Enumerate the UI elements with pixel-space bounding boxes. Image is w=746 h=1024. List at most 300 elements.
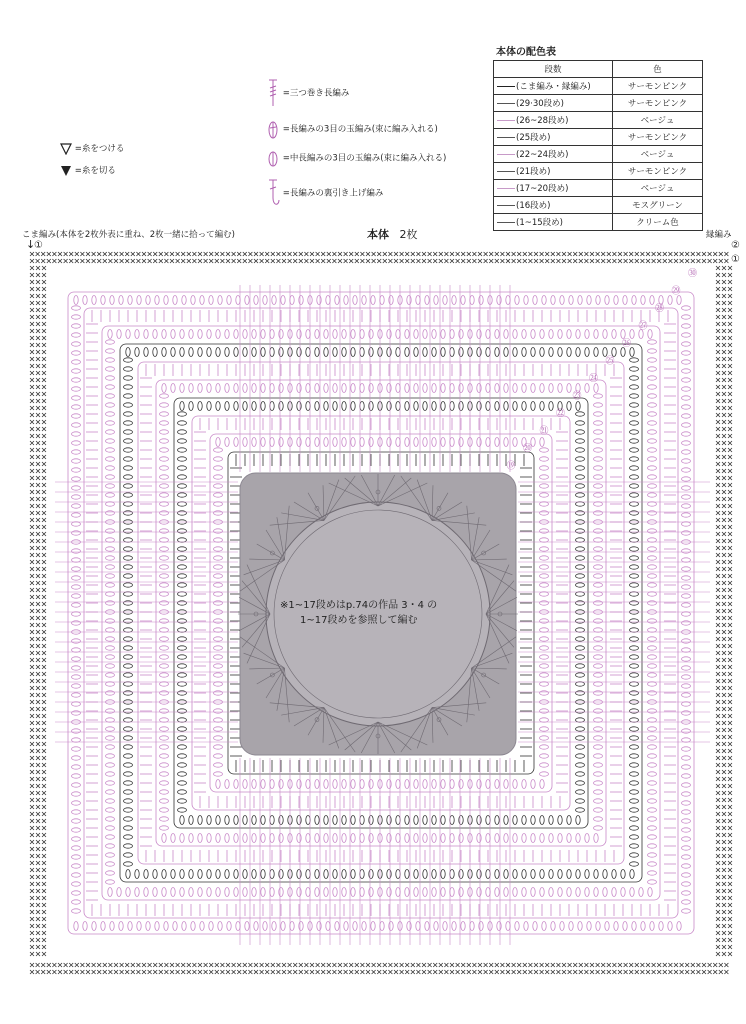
puff-stitch xyxy=(682,558,691,562)
sc-stitch xyxy=(728,847,732,851)
sc-stitch xyxy=(590,252,594,256)
puff-stitch xyxy=(630,430,639,434)
puff-stitch xyxy=(648,466,657,470)
sc-stitch xyxy=(383,259,387,263)
puff-stitch xyxy=(72,639,81,643)
puff-stitch xyxy=(171,330,175,339)
puff-stitch xyxy=(594,781,603,785)
puff-stitch xyxy=(407,922,411,931)
sc-stitch xyxy=(30,532,34,536)
puff-stitch xyxy=(362,296,366,305)
puff-stitch xyxy=(585,834,589,843)
sc-stitch xyxy=(728,749,732,753)
sc-stitch xyxy=(716,854,720,858)
puff-stitch xyxy=(279,402,283,411)
sc-stitch xyxy=(540,963,544,967)
puff-stitch xyxy=(371,296,375,305)
sc-stitch xyxy=(237,252,241,256)
sc-stitch xyxy=(42,525,46,529)
puff-stitch xyxy=(432,888,436,897)
puff-stitch xyxy=(405,438,409,447)
puff-stitch xyxy=(124,430,133,434)
chart-title: 本体 2枚 xyxy=(367,228,418,241)
puff-stitch xyxy=(495,888,499,897)
sc-stitch xyxy=(400,252,404,256)
sc-stitch xyxy=(36,336,40,340)
sc-stitch xyxy=(722,763,726,767)
puff-stitch xyxy=(160,529,169,533)
sc-stitch xyxy=(708,963,712,967)
sc-stitch xyxy=(142,970,146,974)
puff-stitch xyxy=(297,348,301,357)
sc-stitch xyxy=(36,560,40,564)
puff-stitch xyxy=(682,486,691,490)
sc-stitch xyxy=(663,259,667,263)
sc-stitch xyxy=(691,252,695,256)
sc-stitch xyxy=(708,252,712,256)
puff-stitch xyxy=(189,402,193,411)
puff-stitch xyxy=(160,817,169,821)
sc-stitch xyxy=(42,595,46,599)
puff-stitch xyxy=(72,603,81,607)
puff-stitch xyxy=(124,421,133,425)
sc-stitch xyxy=(484,963,488,967)
sc-stitch xyxy=(568,970,572,974)
sc-stitch xyxy=(36,651,40,655)
puff-stitch xyxy=(648,430,657,434)
puff-stitch xyxy=(180,384,184,393)
puff-stitch xyxy=(648,736,657,740)
sc-stitch xyxy=(316,259,320,263)
puff-stitch xyxy=(214,664,223,668)
sc-stitch xyxy=(728,616,732,620)
puff-stitch xyxy=(72,486,81,490)
sc-stitch xyxy=(142,259,146,263)
puff-stitch xyxy=(594,403,603,407)
sc-stitch xyxy=(36,525,40,529)
puff-stitch xyxy=(162,834,166,843)
sc-stitch xyxy=(209,963,213,967)
sc-stitch xyxy=(187,970,191,974)
puff-stitch xyxy=(144,870,148,879)
puff-stitch xyxy=(106,502,115,506)
sc-stitch xyxy=(722,413,726,417)
puff-stitch xyxy=(315,834,319,843)
sc-stitch xyxy=(108,259,112,263)
sc-stitch xyxy=(716,651,720,655)
sc-stitch xyxy=(30,322,34,326)
puff-stitch xyxy=(342,834,346,843)
puff-stitch xyxy=(396,780,400,789)
sc-stitch xyxy=(30,364,34,368)
puff-stitch xyxy=(160,556,169,560)
sc-stitch xyxy=(722,483,726,487)
sc-stitch xyxy=(461,963,465,967)
sc-stitch xyxy=(108,970,112,974)
puff-stitch xyxy=(648,358,657,362)
puff-stitch xyxy=(576,592,585,596)
sc-stitch xyxy=(164,963,168,967)
sc-stitch xyxy=(728,532,732,536)
sc-stitch xyxy=(42,826,46,830)
puff-stitch xyxy=(263,922,267,931)
row-color: モスグリーン xyxy=(613,197,703,214)
puff-stitch xyxy=(414,384,418,393)
puff-stitch xyxy=(648,817,657,821)
puff-stitch xyxy=(540,888,544,897)
puff-stitch xyxy=(648,547,657,551)
sc-stitch xyxy=(377,252,381,256)
puff-stitch xyxy=(369,816,373,825)
sc-stitch xyxy=(36,462,40,466)
sc-stitch xyxy=(153,252,157,256)
puff-stitch xyxy=(225,816,229,825)
sc-stitch xyxy=(288,970,292,974)
sc-stitch xyxy=(728,343,732,347)
sc-stitch xyxy=(716,497,720,501)
sc-stitch xyxy=(299,252,303,256)
sc-stitch xyxy=(680,970,684,974)
puff-stitch xyxy=(124,493,133,497)
puff-stitch xyxy=(648,754,657,758)
puff-stitch xyxy=(648,412,657,416)
puff-stitch xyxy=(72,909,81,913)
sc-stitch xyxy=(716,728,720,732)
sc-stitch xyxy=(512,259,516,263)
sc-stitch xyxy=(30,672,34,676)
sc-stitch xyxy=(42,308,46,312)
sc-stitch xyxy=(728,490,732,494)
puff-stitch xyxy=(630,862,639,866)
sc-stitch xyxy=(728,630,732,634)
puff-stitch xyxy=(612,888,616,897)
sc-stitch xyxy=(30,970,34,974)
sc-stitch xyxy=(411,970,415,974)
puff-stitch xyxy=(306,438,310,447)
puff-stitch xyxy=(160,430,169,434)
row-rounds: (16段め) xyxy=(516,201,551,211)
puff-stitch xyxy=(648,583,657,587)
puff-stitch xyxy=(576,888,580,897)
puff-stitch xyxy=(178,529,187,533)
puff-stitch xyxy=(324,870,328,879)
sc-stitch xyxy=(310,259,314,263)
sc-stitch xyxy=(42,553,46,557)
sc-stitch xyxy=(722,882,726,886)
sc-stitch xyxy=(716,630,720,634)
puff-stitch xyxy=(486,330,490,339)
sc-stitch xyxy=(728,546,732,550)
sc-stitch xyxy=(42,637,46,641)
sc-stitch xyxy=(36,917,40,921)
sc-stitch xyxy=(394,259,398,263)
sc-stitch xyxy=(153,970,157,974)
puff-stitch xyxy=(106,565,115,569)
puff-stitch xyxy=(72,567,81,571)
sc-stitch xyxy=(36,910,40,914)
puff-stitch xyxy=(522,384,526,393)
puff-stitch xyxy=(324,888,328,897)
puff-stitch xyxy=(261,780,265,789)
sc-stitch xyxy=(716,413,720,417)
puff-stitch xyxy=(72,387,81,391)
puff-stitch xyxy=(214,529,223,533)
puff-stitch xyxy=(682,477,691,481)
puff-stitch xyxy=(178,475,187,479)
sc-stitch xyxy=(716,343,720,347)
sc-stitch xyxy=(170,970,174,974)
puff-stitch xyxy=(450,780,454,789)
sc-stitch xyxy=(728,406,732,410)
puff-stitch xyxy=(124,556,133,560)
puff-stitch xyxy=(407,296,411,305)
sc-stitch xyxy=(691,963,695,967)
sc-stitch xyxy=(728,819,732,823)
puff-stitch xyxy=(124,592,133,596)
puff-stitch xyxy=(387,888,391,897)
puff-stitch xyxy=(396,330,400,339)
sc-stitch xyxy=(30,812,34,816)
puff-stitch xyxy=(423,330,427,339)
sc-stitch xyxy=(716,875,720,879)
sc-stitch xyxy=(722,476,726,480)
sc-stitch xyxy=(36,455,40,459)
puff-stitch xyxy=(414,816,418,825)
puff-stitch xyxy=(587,922,591,931)
sc-stitch xyxy=(30,714,34,718)
puff-stitch xyxy=(540,448,549,452)
sc-stitch xyxy=(728,294,732,298)
sc-stitch xyxy=(461,259,465,263)
puff-stitch xyxy=(106,421,115,425)
sc-stitch xyxy=(728,714,732,718)
sc-stitch xyxy=(495,963,499,967)
puff-stitch xyxy=(576,348,580,357)
sc-stitch xyxy=(722,574,726,578)
puff-stitch xyxy=(214,709,223,713)
puff-stitch xyxy=(682,774,691,778)
sc-stitch xyxy=(716,525,720,529)
puff-stitch xyxy=(513,330,517,339)
sc-stitch xyxy=(722,532,726,536)
sc-stitch xyxy=(722,266,726,270)
sc-stitch xyxy=(728,273,732,277)
sc-stitch xyxy=(607,970,611,974)
sc-stitch xyxy=(344,252,348,256)
sc-stitch xyxy=(164,252,168,256)
sc-stitch xyxy=(321,963,325,967)
sc-stitch xyxy=(728,693,732,697)
sc-stitch xyxy=(293,970,297,974)
puff-stitch xyxy=(317,296,321,305)
sc-stitch xyxy=(42,532,46,536)
puff-stitch xyxy=(443,922,447,931)
puff-stitch xyxy=(144,888,148,897)
puff-stitch xyxy=(214,619,223,623)
puff-stitch xyxy=(124,403,133,407)
puff-stitch xyxy=(648,673,657,677)
puff-stitch xyxy=(146,296,150,305)
puff-stitch xyxy=(682,909,691,913)
puff-stitch xyxy=(306,888,310,897)
puff-stitch xyxy=(160,655,169,659)
puff-stitch xyxy=(594,502,603,506)
puff-stitch xyxy=(405,384,409,393)
puff-stitch xyxy=(432,816,436,825)
puff-stitch xyxy=(351,330,355,339)
sc-stitch xyxy=(708,970,712,974)
puff-stitch xyxy=(160,628,169,632)
sc-stitch xyxy=(310,970,314,974)
sc-stitch xyxy=(562,252,566,256)
sc-stitch xyxy=(372,259,376,263)
sc-stitch xyxy=(722,546,726,550)
puff-stitch xyxy=(72,468,81,472)
sc-stitch xyxy=(584,252,588,256)
sc-stitch xyxy=(30,259,34,263)
puff-stitch xyxy=(594,628,603,632)
puff-stitch xyxy=(576,466,585,470)
sc-stitch xyxy=(646,970,650,974)
puff-stitch xyxy=(72,612,81,616)
puff-stitch xyxy=(214,772,223,776)
puff-stitch xyxy=(630,403,639,407)
sc-stitch xyxy=(355,259,359,263)
row-rounds: (17~20段め) xyxy=(516,184,569,194)
sc-stitch xyxy=(456,259,460,263)
sc-stitch xyxy=(728,868,732,872)
puff-stitch xyxy=(630,888,634,897)
puff-stitch xyxy=(315,816,319,825)
puff-stitch xyxy=(369,348,373,357)
sc-stitch xyxy=(30,728,34,732)
sc-stitch xyxy=(702,259,706,263)
puff-stitch xyxy=(189,816,193,825)
sc-stitch xyxy=(472,970,476,974)
sc-stitch xyxy=(722,553,726,557)
puff-stitch xyxy=(270,438,274,447)
puff-stitch xyxy=(315,870,319,879)
puff-stitch xyxy=(648,799,657,803)
puff-stitch xyxy=(178,484,187,488)
sc-stitch xyxy=(612,963,616,967)
puff-stitch xyxy=(594,888,598,897)
puff-stitch xyxy=(540,772,549,776)
sc-stitch xyxy=(30,441,34,445)
sc-stitch xyxy=(142,252,146,256)
puff-stitch xyxy=(315,780,319,789)
puff-stitch xyxy=(682,432,691,436)
sc-stitch xyxy=(618,963,622,967)
puff-stitch xyxy=(542,296,546,305)
sc-stitch xyxy=(42,931,46,935)
sc-stitch xyxy=(716,308,720,312)
puff-stitch xyxy=(106,574,115,578)
puff-stitch xyxy=(594,619,603,623)
puff-stitch xyxy=(540,457,549,461)
puff-stitch xyxy=(124,736,133,740)
puff-stitch xyxy=(178,565,187,569)
puff-stitch xyxy=(558,888,562,897)
sc-stitch xyxy=(722,448,726,452)
puff-stitch xyxy=(178,646,187,650)
puff-stitch xyxy=(342,816,346,825)
puff-stitch xyxy=(630,853,639,857)
puff-stitch xyxy=(682,621,691,625)
sc-stitch xyxy=(722,721,726,725)
puff-stitch xyxy=(450,330,454,339)
puff-stitch xyxy=(124,367,133,371)
puff-stitch xyxy=(351,438,355,447)
puff-stitch xyxy=(603,888,607,897)
puff-stitch xyxy=(124,628,133,632)
puff-stitch xyxy=(405,834,409,843)
sc-stitch xyxy=(450,259,454,263)
puff-stitch xyxy=(106,691,115,695)
sc-stitch xyxy=(30,301,34,305)
puff-stitch xyxy=(682,738,691,742)
puff-stitch xyxy=(682,864,691,868)
puff-stitch xyxy=(243,402,247,411)
puff-stitch xyxy=(630,664,639,668)
sc-stitch xyxy=(114,970,118,974)
sc-stitch xyxy=(722,861,726,865)
puff-stitch xyxy=(567,402,571,411)
sc-stitch xyxy=(316,970,320,974)
sc-stitch xyxy=(579,259,583,263)
puff-stitch xyxy=(495,816,499,825)
sc-stitch xyxy=(680,252,684,256)
puff-stitch xyxy=(594,691,603,695)
puff-stitch xyxy=(263,296,267,305)
puff-stitch xyxy=(198,834,202,843)
puff-stitch xyxy=(477,330,481,339)
puff-stitch xyxy=(178,664,187,668)
sc-stitch xyxy=(716,539,720,543)
sc-stitch xyxy=(36,504,40,508)
puff-stitch xyxy=(682,702,691,706)
puff-stitch xyxy=(106,754,115,758)
marker-1-right: ① xyxy=(731,254,740,265)
puff-stitch xyxy=(106,349,115,353)
sc-stitch xyxy=(716,322,720,326)
sc-stitch xyxy=(64,970,68,974)
sc-stitch xyxy=(722,420,726,424)
puff-stitch xyxy=(234,834,238,843)
puff-stitch xyxy=(243,330,247,339)
puff-stitch xyxy=(630,556,639,560)
sc-stitch xyxy=(215,970,219,974)
puff-stitch xyxy=(459,438,463,447)
sc-stitch xyxy=(36,721,40,725)
sc-stitch xyxy=(716,714,720,718)
sc-stitch xyxy=(517,963,521,967)
sc-stitch xyxy=(42,504,46,508)
sc-stitch xyxy=(366,963,370,967)
sc-stitch xyxy=(722,329,726,333)
puff-stitch xyxy=(333,330,337,339)
sc-stitch xyxy=(30,490,34,494)
sc-stitch xyxy=(36,518,40,522)
puff-stitch xyxy=(297,816,301,825)
sc-stitch xyxy=(276,963,280,967)
sc-stitch xyxy=(722,875,726,879)
puff-stitch xyxy=(160,466,169,470)
puff-stitch xyxy=(162,384,166,393)
puff-stitch xyxy=(495,438,499,447)
puff-stitch xyxy=(648,565,657,569)
down-arrow-icon: ↓ xyxy=(26,238,36,251)
